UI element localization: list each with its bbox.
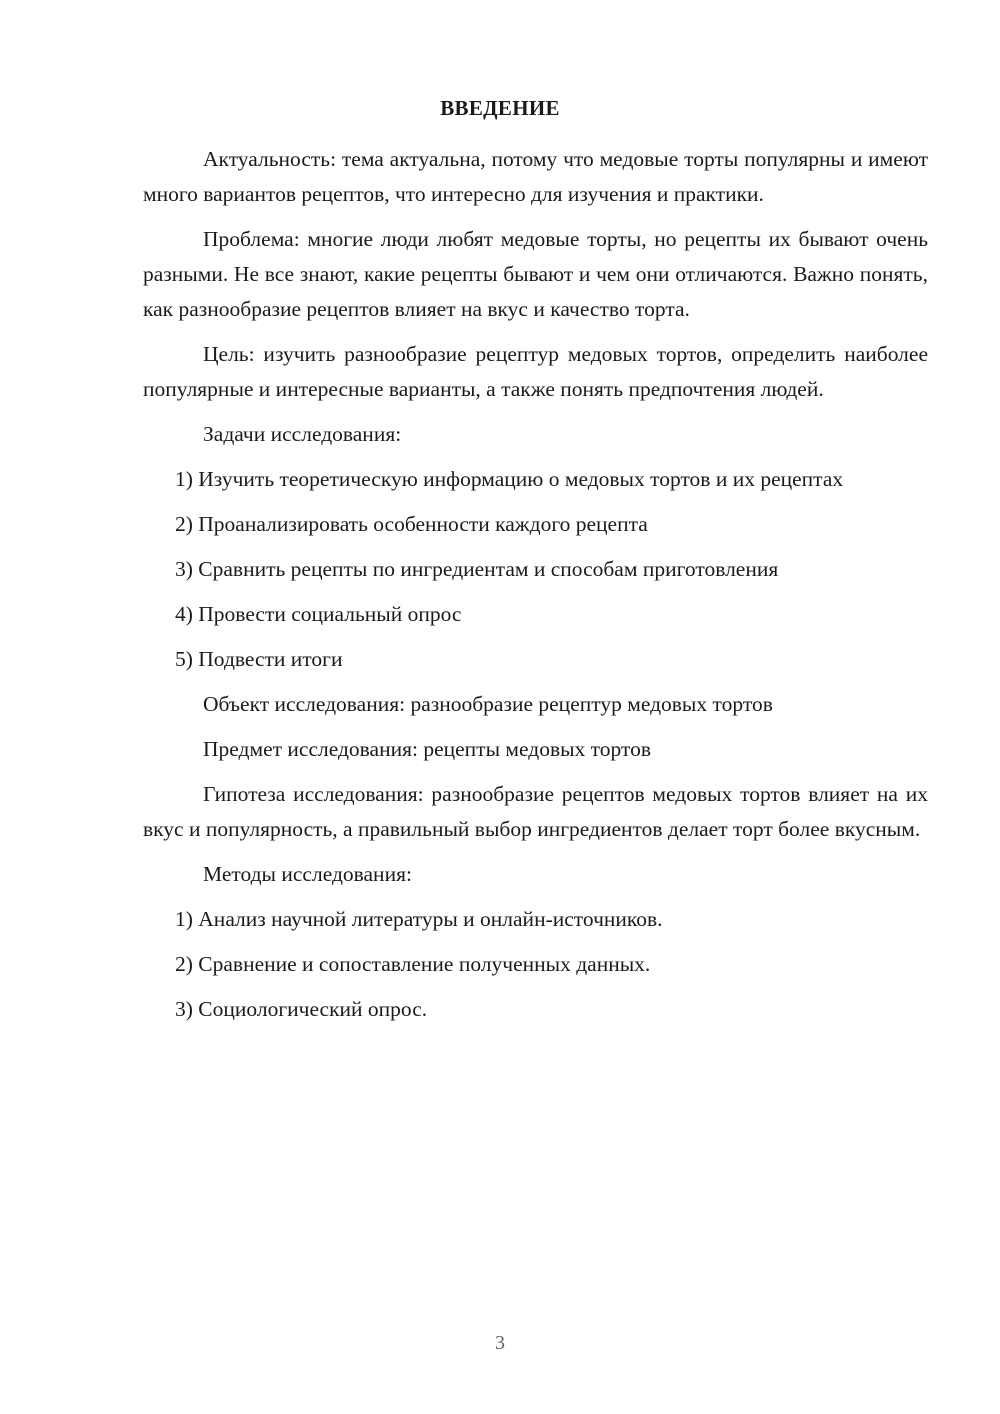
list-item: 4) Провести социальный опрос [175,602,462,626]
object-line: Объект исследования: разнообразие рецептур медовых тортов [203,692,773,716]
tasks-list [143,462,928,677]
document-body [143,142,928,1037]
page-number: 3 [495,1332,505,1354]
list-item: 3) Сравнить рецепты по ингредиентам и способам приготовления [175,557,779,581]
page-title: ВВЕДЕНИЕ [440,96,560,120]
list-item: 1) Анализ научной литературы и онлайн-источников. [175,907,663,931]
hypothesis-paragraph: Гипотеза исследования: разнообразие рецептов медовых тортов влияет на их вкус и популярность, а правильный выбор ингредиентов делает торт более вкусным. [143,782,928,841]
tasks-heading: Задачи исследования: [203,422,402,446]
list-item: 5) Подвести итоги [175,647,343,671]
list-item: 3) Социологический опрос. [175,997,428,1021]
relevance-paragraph: Актуальность: тема актуальна, потому что медовые торты популярны и имеют много вариантов рецептов, что интересно для изучения и практики. [143,147,928,206]
list-item: 2) Проанализировать особенности каждого рецепта [175,512,648,536]
methods-heading: Методы исследования: [203,862,412,886]
goal-paragraph: Цель: изучить разнообразие рецептур медовых тортов, определить наиболее популярные и интересные варианты, а также понять предпочтения людей. [143,342,928,401]
problem-paragraph: Проблема: многие люди любят медовые торты, но рецепты их бывают очень разными. Не все знают, какие рецепты бывают и чем они отличаются. Важно понять, как разнообразие рецептов влияет на вкус и качество торта. [143,227,928,321]
list-item: 1) Изучить теоретическую информацию о медовых тортов и их рецептах [175,467,844,491]
subject-line: Предмет исследования: рецепты медовых тортов [203,737,652,761]
list-item: 2) Сравнение и сопоставление полученных данных. [175,952,651,976]
methods-list [143,902,928,1027]
